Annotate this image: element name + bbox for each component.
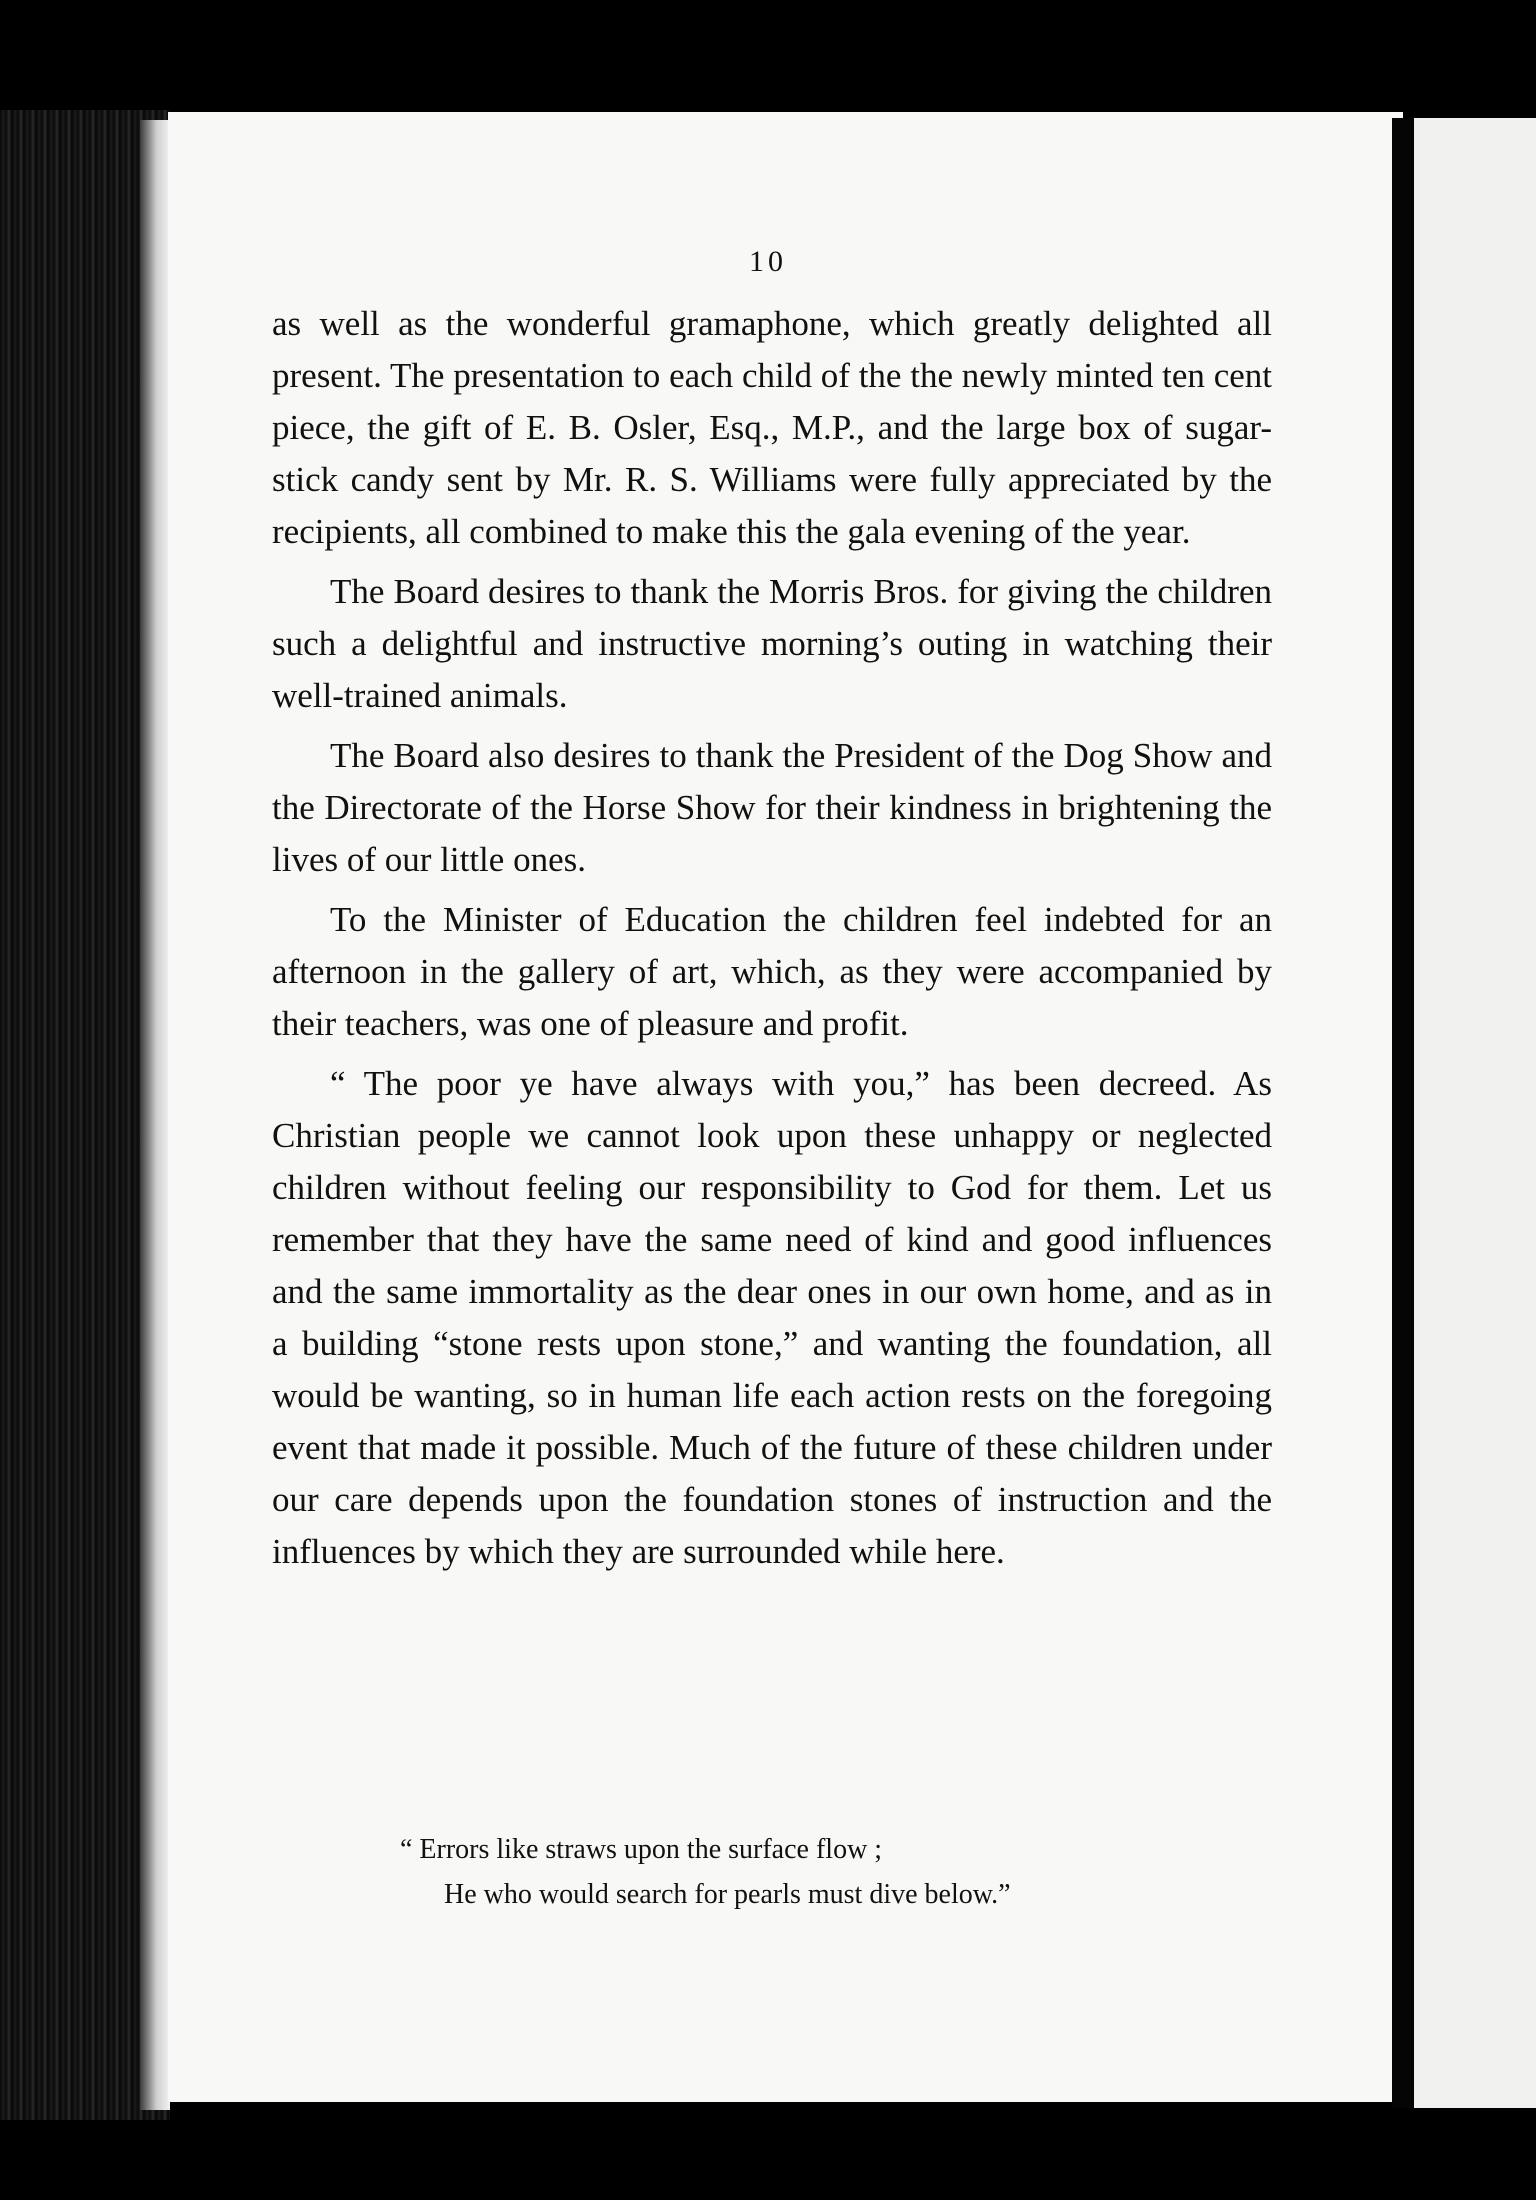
adjacent-page bbox=[1414, 118, 1536, 2108]
paragraph-2: The Board desires to thank the Morris Bros. for giving the children such a delightful and instructive morning’s outing in watching their well-trained animals. bbox=[272, 572, 1272, 715]
paragraph-5: “ The poor ye have always with you,” has been decreed. As Christian people we cannot look upon these unhappy or neglected children without feeling our responsibility to God for them. Let us remember that they have the same need of kind and good influences and the same immortality as the dear ones in our own home, and as in a building “stone rests upon stone,” and wanting the foundation, all would be wanting, so in human life each action rests on the foregoing event that made it possible. Much of the future of these children under our care depends upon the foundation stones of instruction and the influences by which they are surrounded while here. bbox=[272, 1064, 1272, 1571]
page-edge-shadow bbox=[1392, 118, 1414, 2108]
page-number: 10 bbox=[749, 245, 787, 278]
paragraph-1: as well as the wonderful gramaphone, which greatly delighted all present. The presentation to each child of the the newly minted ten cent piece, the gift of E. B. Osler, Esq., M.P., and the large box of sugar-stick candy sent by Mr. R. S. Williams were fully appreciated by the recipients, all combined to make this the gala evening of the year. bbox=[272, 304, 1272, 551]
page-gutter bbox=[140, 120, 170, 2110]
quote-line-2: He who would search for pearls must dive below.” bbox=[444, 1879, 1011, 1910]
closing-quote bbox=[400, 1827, 1200, 1917]
quote-line-1: “ Errors like straws upon the surface flow ; bbox=[400, 1834, 883, 1865]
paragraph-4: To the Minister of Education the children feel indebted for an afternoon in the gallery of art, which, as they were accompanied by their teachers, was one of pleasure and profit. bbox=[272, 900, 1272, 1043]
body-text bbox=[272, 298, 1272, 1586]
paragraph-3: The Board also desires to thank the President of the Dog Show and the Directorate of the Horse Show for their kindness in brightening the lives of our little ones. bbox=[272, 736, 1272, 879]
